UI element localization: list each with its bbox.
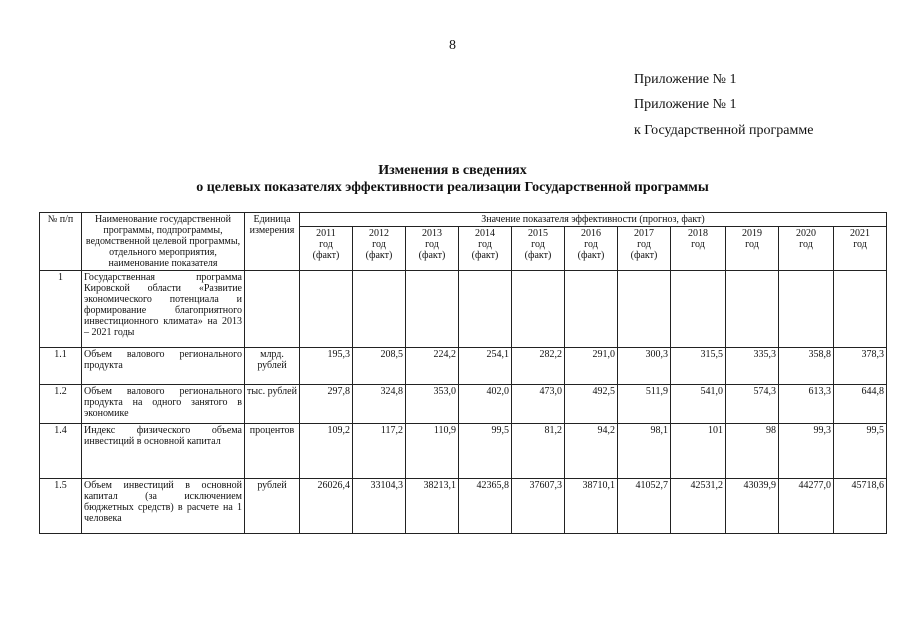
header-values-group: Значение показателя эффективности (прогноз, факт) [300,213,887,227]
indicator-unit: процентов [245,424,300,479]
page-number: 8 [449,38,456,53]
indicator-value: 541,0 [671,385,726,424]
indicator-value: 99,3 [779,424,834,479]
program-empty-cell [834,271,887,348]
header-name: Наименование государственной программы, подпрограммы, ведомственной целевой программы, отдельного мероприятия, наименование показателя [82,213,245,271]
year-header-text: 2019 [742,228,762,239]
year-header-text: год [372,239,386,250]
indicator-value: 353,0 [406,385,459,424]
year-header-2019 [726,227,779,271]
year-header-text: (факт) [471,250,499,261]
indicator-value: 99,5 [459,424,512,479]
program-number: 1 [40,271,82,348]
program-row [40,271,887,348]
indicator-value: 358,8 [779,348,834,385]
year-header-text: 2014 [475,228,495,239]
program-empty-cell [565,271,618,348]
year-header-2011 [300,227,353,271]
program-empty-cell [406,271,459,348]
year-header-2017 [618,227,671,271]
program-empty-cell [618,271,671,348]
indicator-value: 195,3 [300,348,353,385]
indicators-table [39,212,887,534]
indicator-number: 1.5 [40,479,82,534]
program-empty-cell [245,271,300,348]
year-header-text: год [745,239,759,250]
indicator-value: 324,8 [353,385,406,424]
year-header-text: (факт) [524,250,552,261]
annex-line-1: Приложение № 1 [634,72,737,87]
indicator-value: 98,1 [618,424,671,479]
year-header-text: 2020 [796,228,816,239]
year-header-text: год [584,239,598,250]
year-header-text: год [478,239,492,250]
indicator-row [40,424,887,479]
indicator-value: 38710,1 [565,479,618,534]
indicator-value: 224,2 [406,348,459,385]
indicator-value: 335,3 [726,348,779,385]
indicator-value: 315,5 [671,348,726,385]
year-header-2012 [353,227,406,271]
indicator-name: Объем валового регионального продукта [82,348,245,385]
year-header-text: 2021 [850,228,871,239]
indicator-value: 300,3 [618,348,671,385]
year-header-text: год [799,239,813,250]
year-header-text: год [425,239,439,250]
year-header-text: 2012 [369,228,389,239]
indicator-value: 254,1 [459,348,512,385]
year-header-text: 2018 [688,228,708,239]
program-empty-cell [459,271,512,348]
year-header-text: 2016 [581,228,601,239]
program-empty-cell [353,271,406,348]
indicator-number: 1.2 [40,385,82,424]
indicator-number: 1.4 [40,424,82,479]
indicator-value: 99,5 [834,424,887,479]
indicator-value: 291,0 [565,348,618,385]
year-header-text: 2015 [528,228,548,239]
indicator-unit: рублей [245,479,300,534]
year-header-text: (факт) [630,250,658,261]
year-header-text: год [319,239,333,250]
year-header-text: (факт) [418,250,446,261]
indicator-value: 492,5 [565,385,618,424]
indicator-value: 94,2 [565,424,618,479]
indicator-unit: тыс. рублей [245,385,300,424]
indicator-value: 613,3 [779,385,834,424]
indicator-value: 110,9 [406,424,459,479]
program-empty-cell [726,271,779,348]
indicator-value: 208,5 [353,348,406,385]
year-header-2020 [779,227,834,271]
year-header-2015 [512,227,565,271]
indicator-value: 26026,4 [300,479,353,534]
program-empty-cell [671,271,726,348]
indicator-value: 33104,3 [353,479,406,534]
indicator-value: 44277,0 [779,479,834,534]
program-empty-cell [300,271,353,348]
indicator-value: 101 [671,424,726,479]
indicator-number: 1.1 [40,348,82,385]
indicator-row [40,479,887,534]
year-header-text: год [637,239,651,250]
year-header-text: 2017 [634,228,654,239]
indicator-value: 98 [726,424,779,479]
annex-line-3: к Государственной программе [634,123,814,138]
indicator-value: 37607,3 [512,479,565,534]
indicator-value: 117,2 [353,424,406,479]
program-empty-cell [779,271,834,348]
year-header-2016 [565,227,618,271]
indicator-value: 473,0 [512,385,565,424]
indicator-value: 42531,2 [671,479,726,534]
indicator-value: 42365,8 [459,479,512,534]
indicator-value: 574,3 [726,385,779,424]
year-header-text: (факт) [577,250,605,261]
indicator-value: 38213,1 [406,479,459,534]
year-header-text: (факт) [312,250,340,261]
year-header-2021 [834,227,887,271]
year-header-text: 2011 [316,228,336,239]
annex-line-2: Приложение № 1 [634,97,737,112]
indicator-row [40,385,887,424]
year-header-2013 [406,227,459,271]
indicator-value: 282,2 [512,348,565,385]
indicator-value: 402,0 [459,385,512,424]
year-header-text: 2013 [422,228,442,239]
document-title [0,162,905,196]
program-name: Государственная программа Кировской области «Развитие экономического потенциала и формирование благоприятного инвестиционного климата» на 2013 – 2021 годы [82,271,245,348]
year-header-text: год [531,239,545,250]
indicator-value: 43039,9 [726,479,779,534]
indicator-value: 45718,6 [834,479,887,534]
indicator-name: Индекс физического объема инвестиций в основной капитал [82,424,245,479]
indicator-value: 511,9 [618,385,671,424]
year-header-text: (факт) [365,250,393,261]
year-header-text: год [691,239,705,250]
year-header-2018 [671,227,726,271]
header-number: № п/п [40,213,82,271]
program-empty-cell [512,271,565,348]
indicator-value: 81,2 [512,424,565,479]
indicator-row [40,348,887,385]
header-unit: Единица измерения [245,213,300,271]
indicator-unit: млрд. рублей [245,348,300,385]
title-line-1: Изменения в сведениях [378,163,527,178]
indicator-value: 644,8 [834,385,887,424]
year-header-text: год [853,239,867,250]
indicator-value: 109,2 [300,424,353,479]
indicator-value: 297,8 [300,385,353,424]
indicator-name: Объем валового регионального продукта на одного занятого в экономике [82,385,245,424]
indicator-value: 41052,7 [618,479,671,534]
indicator-value: 378,3 [834,348,887,385]
title-line-2: о целевых показателях эффективности реализации Государственной программы [196,180,709,195]
indicator-name: Объем инвестиций в основной капитал (за исключением бюджетных средств) в расчете на 1 человека [82,479,245,534]
year-header-2014 [459,227,512,271]
